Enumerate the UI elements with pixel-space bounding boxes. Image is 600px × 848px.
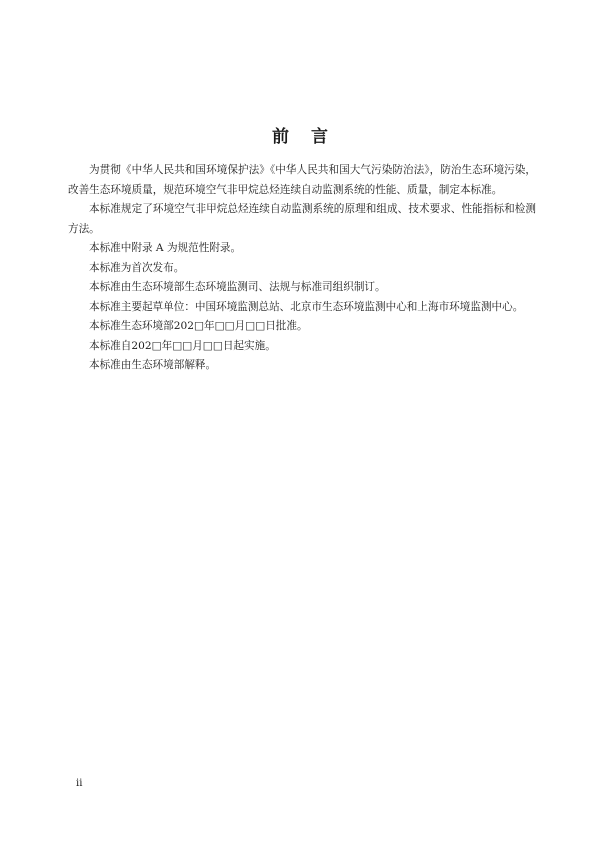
paragraph-purpose: 为贯彻《中华人民共和国环境保护法》《中华人民共和国大气污染防治法》，防治生态环境污染，改善生态环境质量，规范环境空气非甲烷总烃连续自动监测系统的性能、质量，制定本标准。 bbox=[68, 164, 536, 196]
paragraph-interpretation: 本标准由生态环境部解释。 bbox=[89, 359, 217, 371]
paragraph-effective-date: 本标准自202□年□□月□□日起实施。 bbox=[89, 339, 276, 352]
foreword-body bbox=[68, 161, 536, 376]
page-title bbox=[0, 122, 600, 147]
paragraph-scope: 本标准规定了环境空气非甲烷总烃连续自动监测系统的原理和组成、技术要求、性能指标和检测方法。 bbox=[68, 203, 536, 235]
paragraph-organizer: 本标准由生态环境部生态环境监测司、法规与标准司组织制订。 bbox=[89, 281, 386, 293]
paragraph-drafters: 本标准主要起草单位：中国环境监测总站、北京市生态环境监测中心和上海市环境监测中心。 bbox=[89, 300, 524, 313]
title-char-1: 前 bbox=[272, 127, 289, 147]
paragraph-appendix: 本标准中附录 A 为规范性附录。 bbox=[89, 242, 242, 254]
paragraph-approval: 本标准生态环境部202□年□□月□□日批准。 bbox=[89, 320, 308, 332]
paragraph-first-release: 本标准为首次发布。 bbox=[89, 261, 185, 274]
title-char-2: 言 bbox=[311, 127, 328, 147]
page-number: ii bbox=[76, 778, 83, 789]
